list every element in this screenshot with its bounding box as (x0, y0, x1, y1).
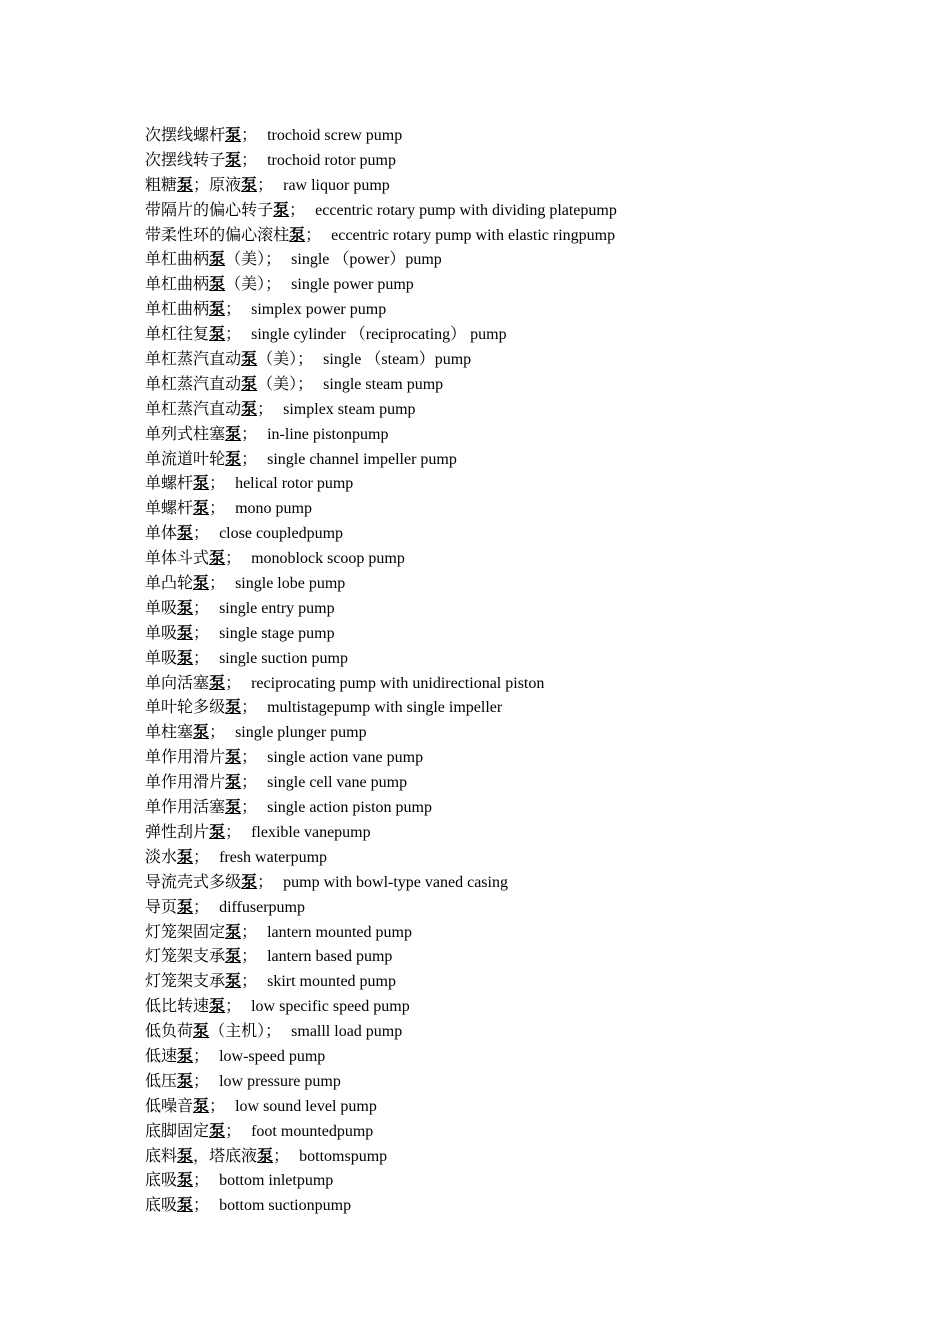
glossary-entry (145, 248, 617, 273)
glossary-entry (145, 547, 617, 572)
english-term: single （power）pump (291, 251, 442, 269)
glossary-entry (145, 672, 617, 697)
glossary-entry (145, 1095, 617, 1120)
english-term: close coupledpump (219, 525, 344, 543)
english-term: bottomspump (299, 1147, 388, 1165)
glossary-entry (145, 796, 617, 821)
glossary-entry (145, 622, 617, 647)
english-term: simplex steam pump (283, 400, 416, 418)
glossary-entry (145, 323, 617, 348)
glossary-entry (145, 1020, 617, 1045)
chinese-term: 单杠曲柄泵（美）； (145, 276, 282, 294)
english-term: single action piston pump (267, 799, 432, 817)
english-term: helical rotor pump (235, 475, 354, 493)
glossary-entry (145, 348, 617, 373)
chinese-term: 单叶轮多级泵； (145, 699, 258, 717)
glossary-entry (145, 945, 617, 970)
glossary-entry (145, 1120, 617, 1145)
glossary-entry (145, 472, 617, 497)
chinese-term: 导页泵； (145, 898, 210, 916)
glossary-entry (145, 199, 617, 224)
english-term: mono pump (235, 500, 312, 518)
glossary-entry (145, 846, 617, 871)
glossary-entry (145, 597, 617, 622)
english-term: monoblock scoop pump (251, 550, 405, 568)
chinese-term: 底吸泵； (145, 1197, 210, 1215)
english-term: diffuserpump (219, 898, 305, 916)
glossary-entry (145, 696, 617, 721)
chinese-term: 单杠蒸汽直动泵（美）； (145, 375, 314, 393)
glossary-entry (145, 647, 617, 672)
glossary-entry (145, 298, 617, 323)
glossary-entry (145, 1194, 617, 1219)
chinese-term: 单螺杆泵； (145, 475, 226, 493)
english-term: foot mountedpump (251, 1122, 374, 1140)
english-term: bottom suctionpump (219, 1197, 352, 1215)
english-term: single cylinder （reciprocating） pump (251, 326, 507, 344)
chinese-term: 单向活塞泵； (145, 674, 242, 692)
chinese-term: 单流道叶轮泵； (145, 450, 258, 468)
english-term: pump with bowl-type vaned casing (283, 873, 508, 891)
chinese-term: 粗糖泵；原液泵； (145, 176, 274, 194)
english-term: skirt mounted pump (267, 973, 396, 991)
chinese-term: 次摆线转子泵； (145, 151, 258, 169)
chinese-term: 带柔性环的偏心滚柱泵； (145, 226, 322, 244)
chinese-term: 灯笼架支承泵； (145, 973, 258, 991)
english-term: bottom inletpump (219, 1172, 334, 1190)
chinese-term: 低噪音泵； (145, 1097, 226, 1115)
chinese-term: 单杠曲柄泵（美）； (145, 251, 282, 269)
chinese-term: 单吸泵； (145, 624, 210, 642)
glossary-entry (145, 174, 617, 199)
glossary-entry (145, 896, 617, 921)
english-term: single steam pump (323, 375, 444, 393)
english-term: single cell vane pump (267, 774, 408, 792)
chinese-term: 单吸泵； (145, 649, 210, 667)
english-term: single plunger pump (235, 724, 367, 742)
glossary-entry (145, 398, 617, 423)
glossary-entry (145, 497, 617, 522)
english-term: simplex power pump (251, 301, 387, 319)
chinese-term: 底料泵，塔底液泵； (145, 1147, 290, 1165)
english-term: trochoid screw pump (267, 127, 403, 144)
chinese-term: 带隔片的偏心转子泵； (145, 201, 306, 219)
chinese-term: 淡水泵； (145, 848, 210, 866)
english-term: single entry pump (219, 599, 335, 617)
chinese-term: 单柱塞泵； (145, 724, 226, 742)
chinese-term: 单列式柱塞泵； (145, 425, 258, 443)
chinese-term: 灯笼架支承泵； (145, 948, 258, 966)
glossary-entry (145, 149, 617, 174)
glossary-entry (145, 224, 617, 249)
chinese-term: 单杠往复泵； (145, 326, 242, 344)
chinese-term: 单作用滑片泵； (145, 749, 258, 767)
chinese-term: 单体斗式泵； (145, 550, 242, 568)
chinese-term: 低压泵； (145, 1072, 210, 1090)
chinese-term: 单凸轮泵； (145, 575, 226, 593)
english-term: single action vane pump (267, 749, 424, 767)
chinese-term: 单杠曲柄泵； (145, 301, 242, 319)
chinese-term: 次摆线螺杆泵； (145, 127, 258, 144)
chinese-term: 低速泵； (145, 1047, 210, 1065)
english-term: flexible vanepump (251, 823, 371, 841)
english-term: eccentric rotary pump with elastic ringpump (331, 226, 616, 244)
glossary-entry (145, 871, 617, 896)
glossary-entry (145, 721, 617, 746)
english-term: low specific speed pump (251, 998, 410, 1016)
english-term: multistagepump with single impeller (267, 699, 503, 717)
english-term: reciprocating pump with unidirectional piston (251, 674, 545, 692)
glossary-entry (145, 821, 617, 846)
chinese-term: 弹性刮片泵； (145, 823, 242, 841)
english-term: fresh waterpump (219, 848, 328, 866)
glossary-entry (145, 522, 617, 547)
chinese-term: 灯笼架固定泵； (145, 923, 258, 941)
english-term: single stage pump (219, 624, 335, 642)
english-term: trochoid rotor pump (267, 151, 396, 169)
english-term: eccentric rotary pump with dividing platepump (315, 201, 617, 219)
chinese-term: 单作用滑片泵； (145, 774, 258, 792)
chinese-term: 单杠蒸汽直动泵（美）； (145, 351, 314, 369)
english-term: raw liquor pump (283, 176, 390, 194)
english-term: single power pump (291, 276, 414, 294)
chinese-term: 低比转速泵； (145, 998, 242, 1016)
glossary-entry (145, 1070, 617, 1095)
glossary-entry (145, 1169, 617, 1194)
glossary-entry (145, 373, 617, 398)
english-term: single （steam）pump (323, 351, 472, 369)
english-term: single suction pump (219, 649, 348, 667)
glossary-entry (145, 572, 617, 597)
glossary-entry (145, 1045, 617, 1070)
chinese-term: 底脚固定泵； (145, 1122, 242, 1140)
chinese-term: 单螺杆泵； (145, 500, 226, 518)
glossary-entry (145, 970, 617, 995)
chinese-term: 单杠蒸汽直动泵； (145, 400, 274, 418)
glossary-entry (145, 124, 617, 149)
glossary-entry (145, 448, 617, 473)
chinese-term: 单吸泵； (145, 599, 210, 617)
chinese-term: 导流壳式多级泵； (145, 873, 274, 891)
glossary-entry (145, 273, 617, 298)
glossary-entry (145, 995, 617, 1020)
english-term: smalll load pump (291, 1023, 403, 1041)
chinese-term: 底吸泵； (145, 1172, 210, 1190)
english-term: in-line pistonpump (267, 425, 389, 443)
english-term: low sound level pump (235, 1097, 377, 1115)
glossary-entry (145, 1145, 617, 1170)
english-term: single channel impeller pump (267, 450, 457, 468)
glossary-list (145, 124, 617, 1219)
english-term: low pressure pump (219, 1072, 341, 1090)
chinese-term: 单作用活塞泵； (145, 799, 258, 817)
english-term: single lobe pump (235, 575, 346, 593)
chinese-term: 单体泵； (145, 525, 210, 543)
glossary-entry (145, 423, 617, 448)
english-term: low-speed pump (219, 1047, 326, 1065)
glossary-entry (145, 771, 617, 796)
chinese-term: 低负荷泵（主机）； (145, 1023, 282, 1041)
glossary-entry (145, 746, 617, 771)
english-term: lantern mounted pump (267, 923, 412, 941)
english-term: lantern based pump (267, 948, 393, 966)
glossary-entry (145, 921, 617, 946)
